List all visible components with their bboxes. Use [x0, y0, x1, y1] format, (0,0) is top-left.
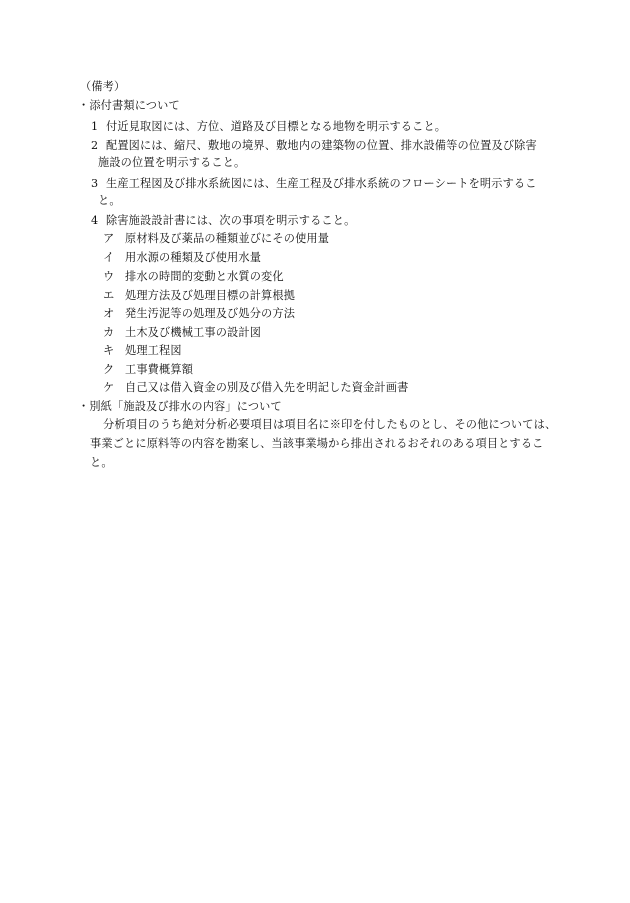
attachment-item-4: [91, 214, 355, 228]
sub-item-label: カ: [103, 326, 115, 339]
sub-item-ku: [103, 363, 193, 377]
sub-item-text: 用水源の種類及び使用水量: [125, 251, 262, 264]
sub-item-text: 土木及び機械工事の設計図: [125, 326, 262, 339]
sub-item-text: 発生汚泥等の処理及び処分の方法: [125, 307, 296, 320]
item-number: 3: [91, 177, 99, 190]
sub-item-text: 処理工程図: [125, 344, 182, 357]
sub-item-a: [103, 232, 329, 246]
sub-item-text: 自己又は借入資金の別及び借入先を明記した資金計画書: [125, 381, 409, 394]
item-text: 除害施設設計書には、次の事項を明示すること。: [106, 214, 356, 227]
facility-paragraph-line-2: 事業ごとに原料等の内容を勘案し、当該事業場から排出されるおそれのある項目とするこ: [90, 437, 544, 450]
sub-item-i: [103, 251, 261, 265]
sub-item-o: [103, 307, 295, 321]
facility-paragraph-line-3: と。: [90, 456, 113, 469]
attachment-item-2-continuation: 施設の位置を明示すること。: [98, 156, 246, 169]
attachment-item-3-continuation: と。: [98, 194, 121, 207]
section-attachments-title: ・添付書類について: [78, 99, 180, 112]
sub-item-text: 原材料及び薬品の種類並びにその使用量: [125, 232, 330, 245]
sub-item-text: 排水の時間的変動と水質の変化: [125, 270, 284, 283]
sub-item-label: ア: [103, 232, 115, 245]
item-number: 2: [91, 139, 99, 152]
attachment-item-3: [91, 177, 537, 191]
section-facility-title: ・別紙「施設及び排水の内容」について: [78, 400, 282, 413]
sub-item-label: キ: [103, 344, 115, 357]
attachment-item-2: [91, 139, 537, 153]
attachment-item-1: [91, 120, 446, 134]
item-number: 1: [91, 120, 99, 133]
sub-item-label: ウ: [103, 270, 115, 283]
sub-item-u: [103, 270, 284, 284]
facility-paragraph-line-1: 分析項目のうち絶対分析必要項目は項目名に※印を付したものとし、その他については、: [103, 418, 557, 431]
sub-item-label: イ: [103, 251, 115, 264]
sub-item-label: エ: [103, 289, 115, 302]
item-text: 付近見取図には、方位、道路及び目標となる地物を明示すること。: [106, 120, 447, 133]
sub-item-label: ク: [103, 363, 115, 376]
item-text: 生産工程図及び排水系統図には、生産工程及び排水系統のフローシートを明示するこ: [106, 177, 537, 190]
sub-item-text: 工事費概算額: [125, 363, 194, 376]
sub-item-label: ケ: [103, 381, 115, 394]
remarks-heading: （備考）: [80, 80, 126, 93]
sub-item-ki: [103, 344, 182, 358]
sub-item-label: オ: [103, 307, 115, 320]
sub-item-ke: [103, 381, 408, 395]
sub-item-ka: [103, 326, 261, 340]
sub-item-e: [103, 289, 295, 303]
item-text: 配置図には、縮尺、敷地の境界、敷地内の建築物の位置、排水設備等の位置及び除害: [106, 139, 537, 152]
sub-item-text: 処理方法及び処理目標の計算根拠: [125, 289, 296, 302]
item-number: 4: [91, 214, 99, 227]
